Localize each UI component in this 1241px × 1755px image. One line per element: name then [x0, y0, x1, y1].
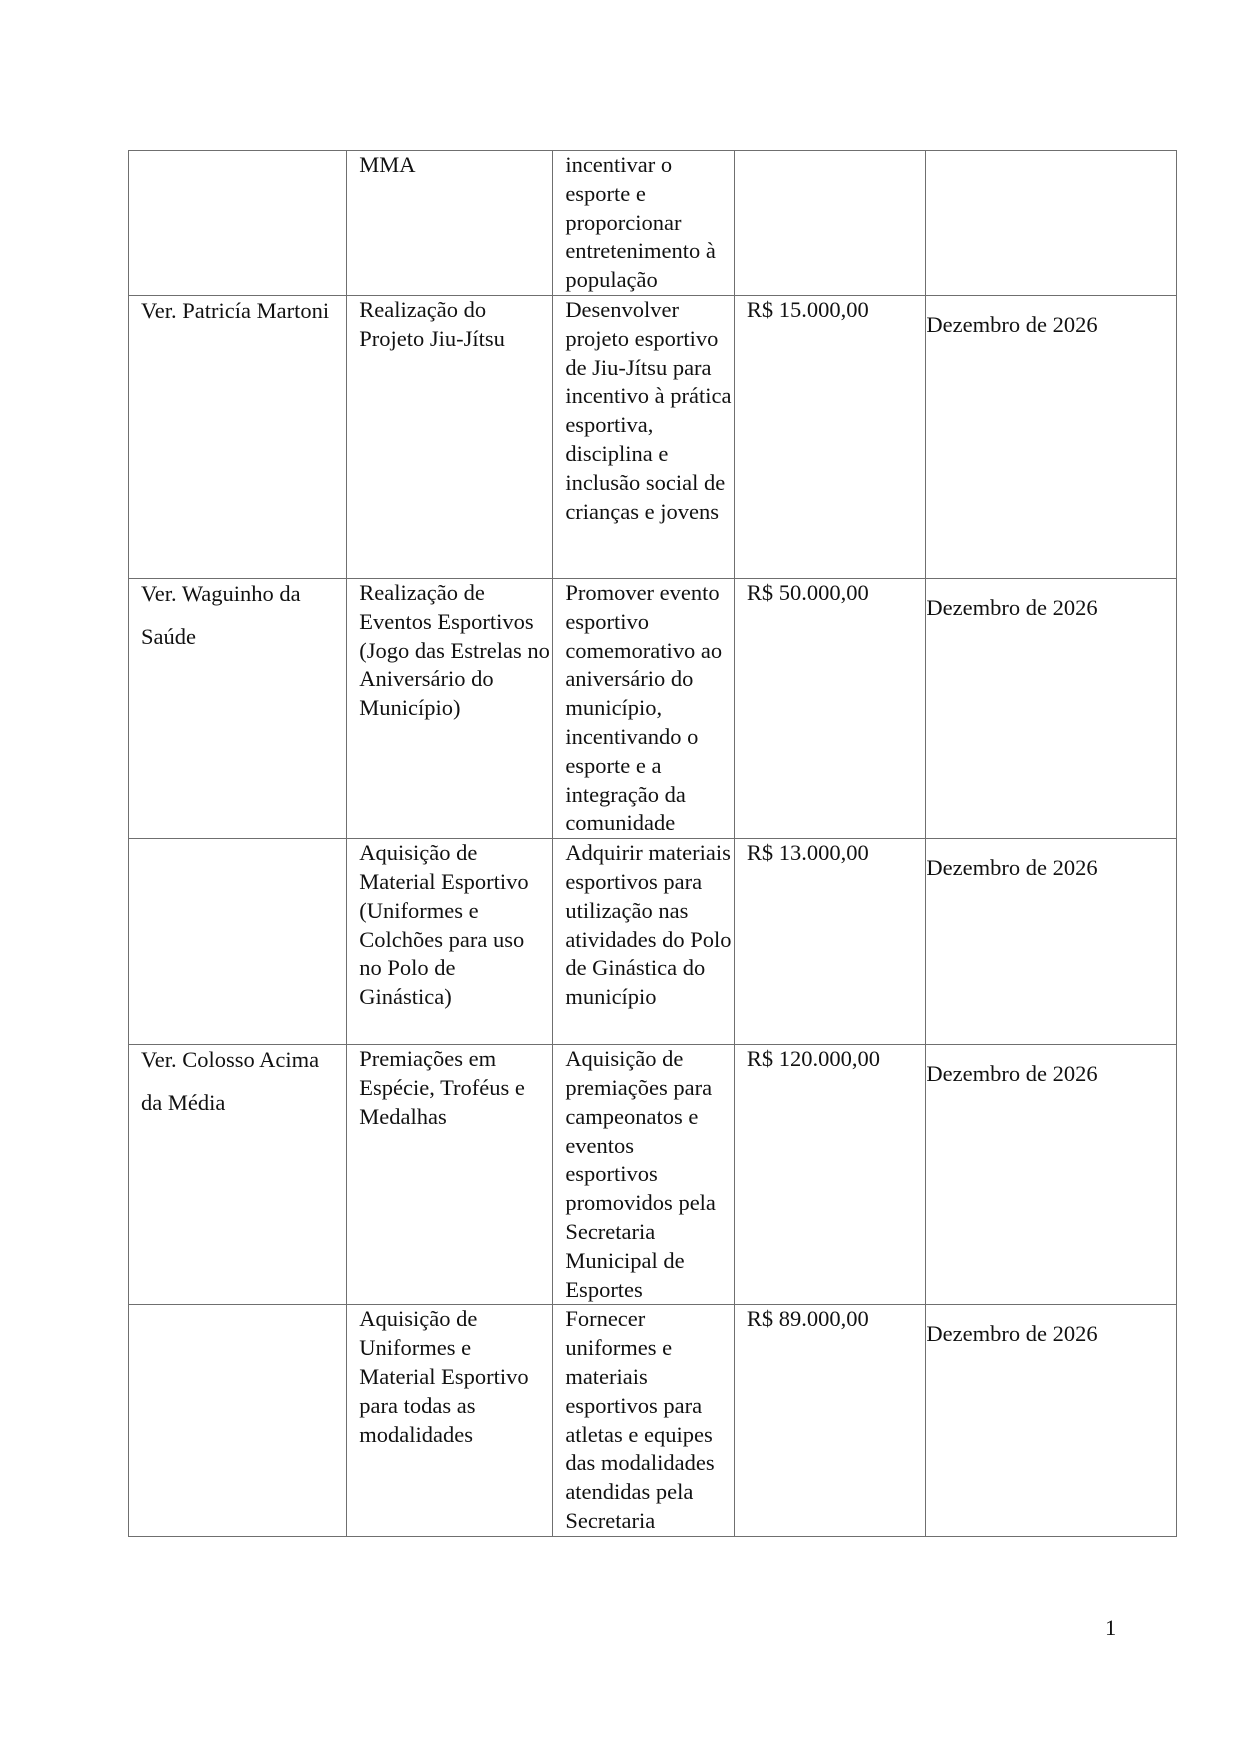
amount-cell — [734, 151, 926, 296]
deadline-cell — [926, 151, 1177, 296]
deadline-cell: Dezembro de 2026 — [926, 1045, 1177, 1305]
table-row — [129, 295, 1177, 578]
table-row — [129, 578, 1177, 838]
deadline-cell: Dezembro de 2026 — [926, 295, 1177, 578]
description-cell: Desenvolver projeto esportivo de Jiu-Jítsu para incentivo à prática esportiva, disciplina e inclusão social de crianças e jovens — [553, 295, 735, 578]
project-cell: Aquisição de Uniformes e Material Esportivo para todas as modalidades — [347, 1305, 553, 1536]
amount-cell: R$ 50.000,00 — [734, 578, 926, 838]
table-row — [129, 1305, 1177, 1536]
author-cell: Ver. Waguinho da Saúde — [129, 578, 347, 838]
project-cell: Aquisição de Material Esportivo (Uniformes e Colchões para uso no Polo de Ginástica) — [347, 839, 553, 1045]
table-row — [129, 839, 1177, 1045]
deadline-cell: Dezembro de 2026 — [926, 578, 1177, 838]
description-cell: Promover evento esportivo comemorativo ao aniversário do município, incentivando o esporte e a integração da comunidade — [553, 578, 735, 838]
table-row — [129, 1045, 1177, 1305]
author-cell — [129, 1305, 347, 1536]
deadline-cell: Dezembro de 2026 — [926, 839, 1177, 1045]
page-number: 1 — [1105, 1615, 1117, 1640]
table-row — [129, 151, 1177, 296]
amount-cell: R$ 13.000,00 — [734, 839, 926, 1045]
description-cell: incentivar o esporte e proporcionar entretenimento à população — [553, 151, 735, 296]
description-cell: Fornecer uniformes e materiais esportivos para atletas e equipes das modalidades atendidas pela Secretaria — [553, 1305, 735, 1536]
author-cell — [129, 839, 347, 1045]
project-cell: Realização de Eventos Esportivos (Jogo das Estrelas no Aniversário do Município) — [347, 578, 553, 838]
amount-cell: R$ 15.000,00 — [734, 295, 926, 578]
author-cell: Ver. Colosso Acima da Média — [129, 1045, 347, 1305]
deadline-cell: Dezembro de 2026 — [926, 1305, 1177, 1536]
project-cell: Realização do Projeto Jiu-Jítsu — [347, 295, 553, 578]
project-cell: Premiações em Espécie, Troféus e Medalhas — [347, 1045, 553, 1305]
amount-cell: R$ 89.000,00 — [734, 1305, 926, 1536]
amount-cell: R$ 120.000,00 — [734, 1045, 926, 1305]
project-cell: MMA — [347, 151, 553, 296]
description-cell: Adquirir materiais esportivos para utilização nas atividades do Polo de Ginástica do município — [553, 839, 735, 1045]
author-cell — [129, 151, 347, 296]
author-cell: Ver. Patricía Martoni — [129, 295, 347, 578]
description-cell: Aquisição de premiações para campeonatos e eventos esportivos promovidos pela Secretaria Municipal de Esportes — [553, 1045, 735, 1305]
budget-amendments-table — [128, 150, 1177, 1537]
